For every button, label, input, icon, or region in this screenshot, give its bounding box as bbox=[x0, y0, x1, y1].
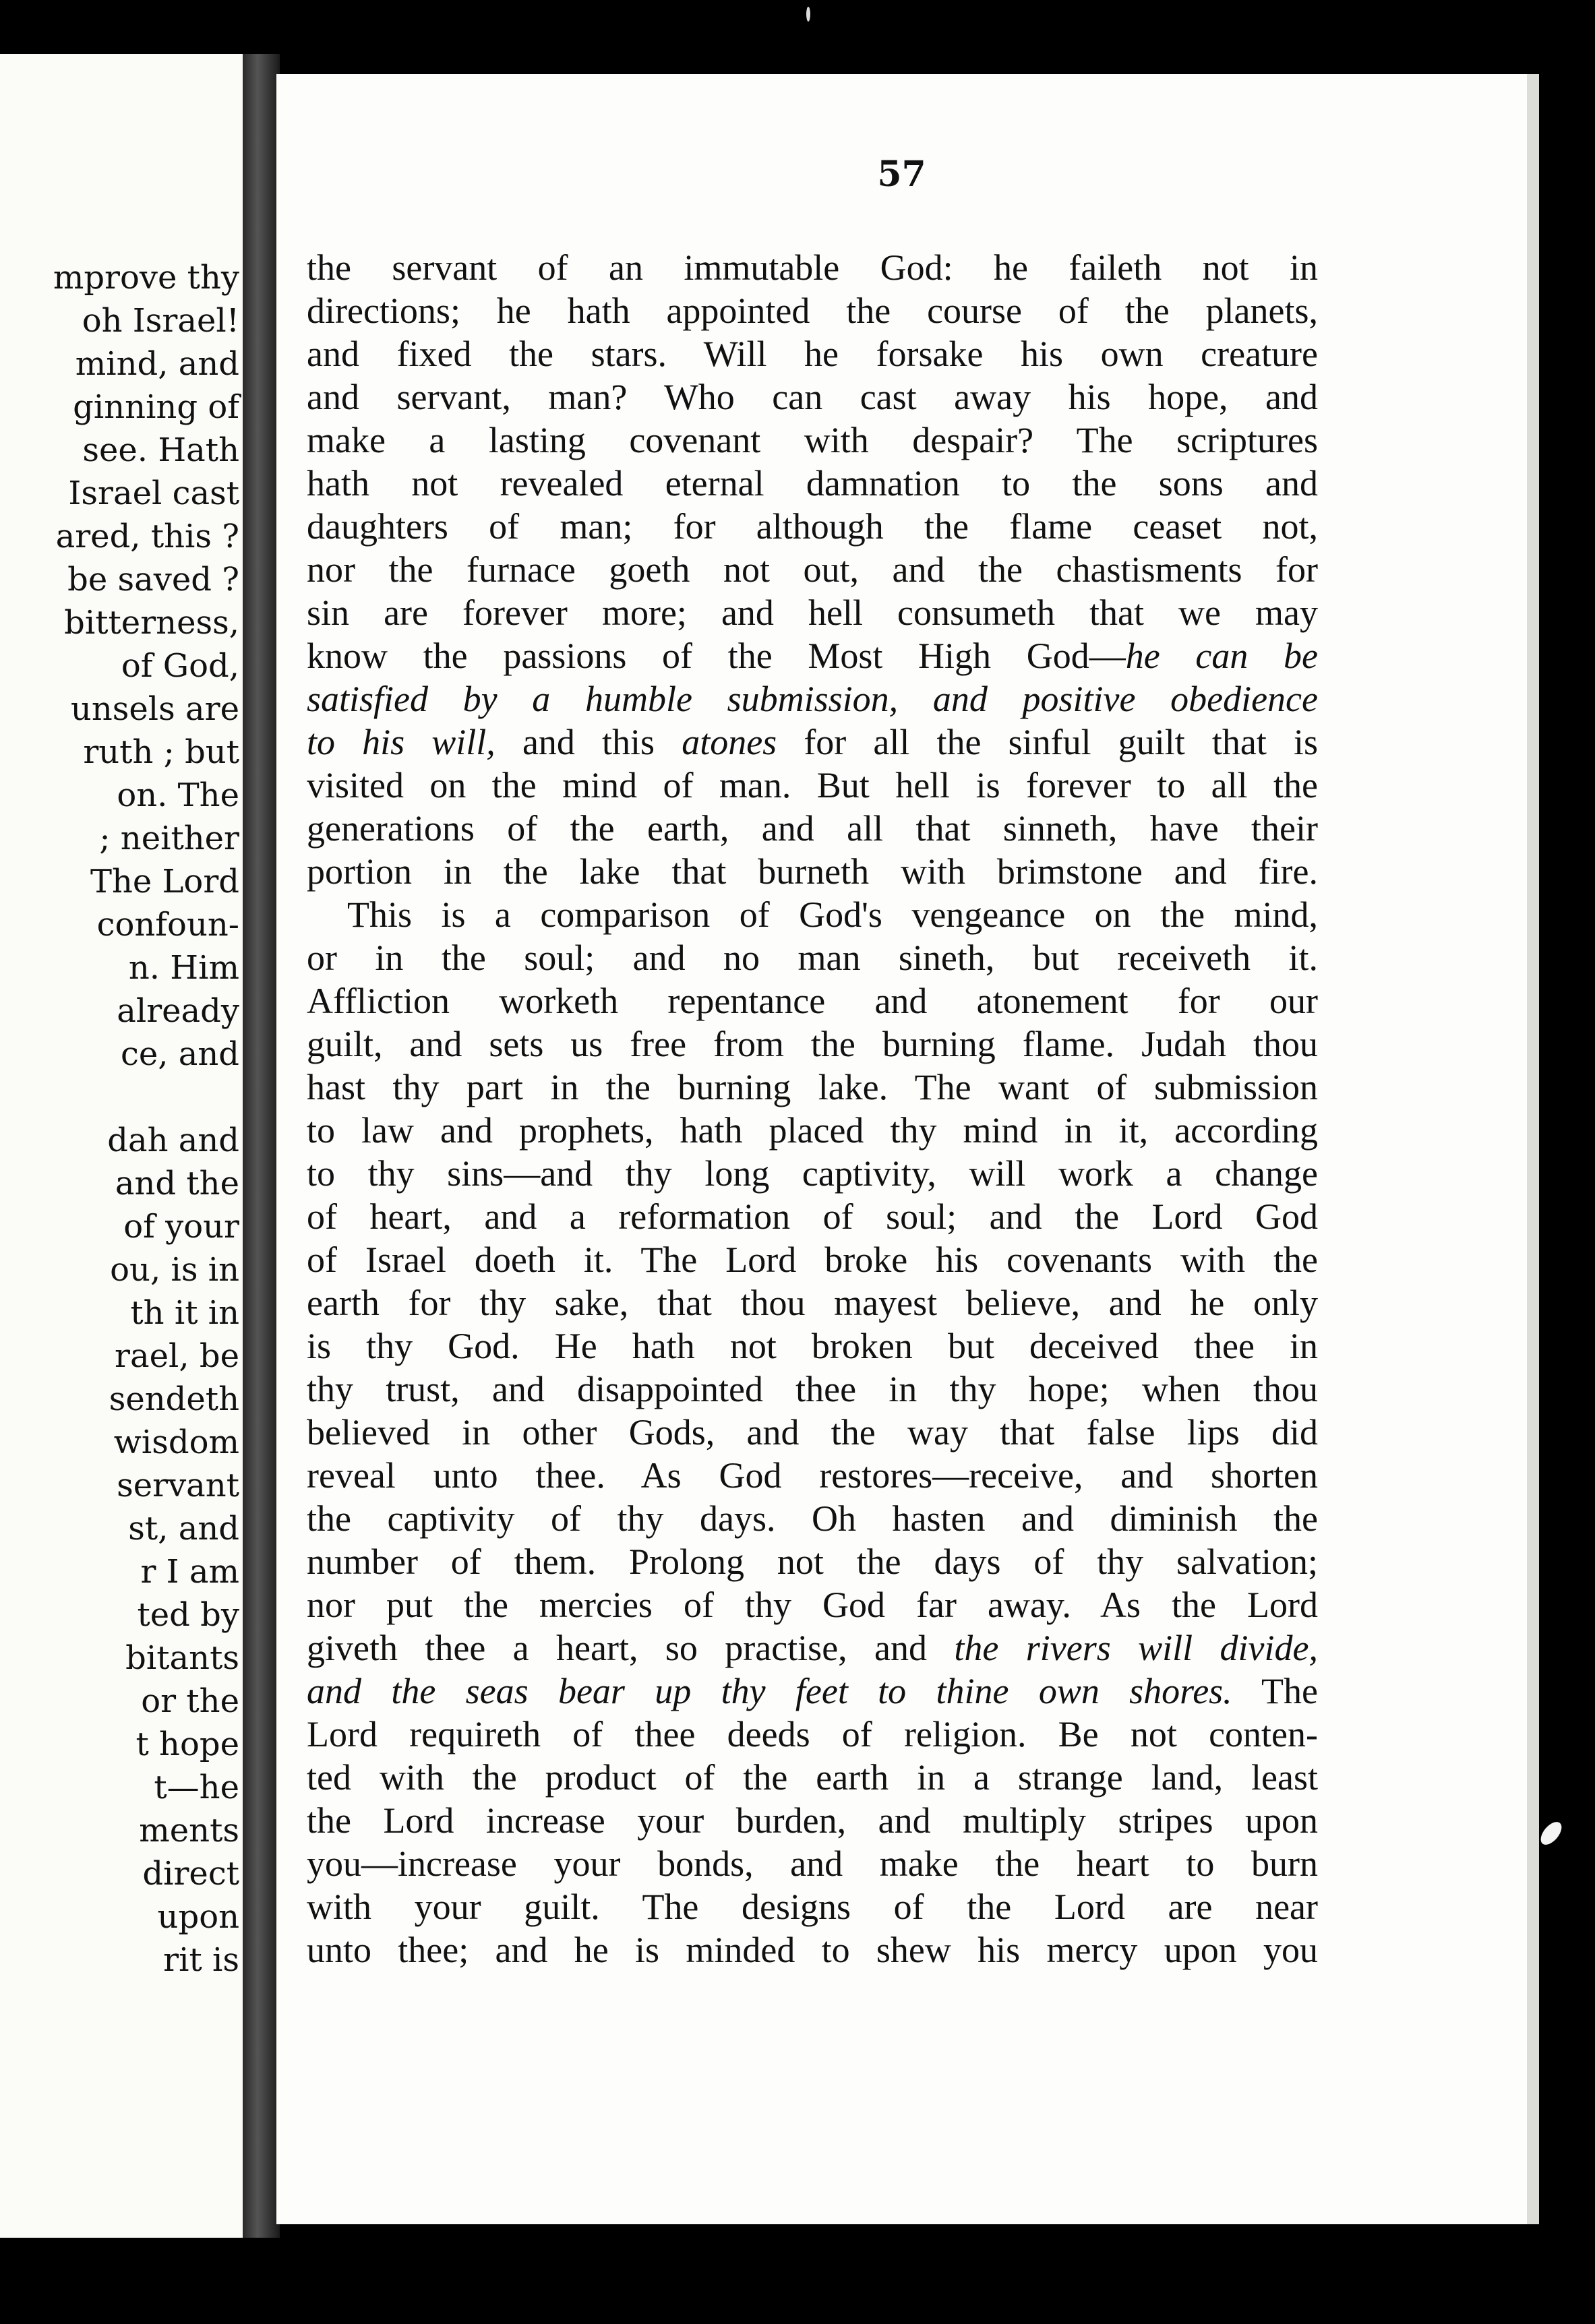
text-segment: nor the furnace goeth not out, and the chastisments for bbox=[307, 549, 1318, 590]
left-page-line: mprove thy bbox=[53, 259, 239, 297]
left-page-line: dah and bbox=[107, 1122, 239, 1159]
text-line bbox=[307, 1238, 1318, 1281]
text-line bbox=[307, 1626, 1318, 1670]
text-segment: guilt, and sets us free from the burning flame. Judah thou bbox=[307, 1024, 1318, 1064]
left-page-line: or the bbox=[141, 1682, 239, 1720]
italic-text-segment: the rivers will divide, bbox=[954, 1628, 1318, 1668]
text-line bbox=[307, 1756, 1318, 1799]
text-segment: number of them. Prolong not the days of thy salvation; bbox=[307, 1541, 1318, 1582]
left-page-line: wisdom bbox=[113, 1424, 239, 1461]
left-page-line: bitterness, bbox=[64, 604, 239, 642]
text-segment: and this bbox=[495, 722, 682, 762]
text-line bbox=[307, 1885, 1318, 1928]
text-segment: The bbox=[1232, 1671, 1318, 1711]
text-line bbox=[307, 721, 1318, 764]
left-page-line: t—he bbox=[154, 1769, 239, 1806]
text-segment: portion in the lake that burneth with brimstone and fire. bbox=[307, 851, 1318, 892]
text-segment: the Lord increase your burden, and multiply stripes upon bbox=[307, 1800, 1318, 1841]
text-segment: the servant of an immutable God: he faileth not in bbox=[307, 247, 1318, 288]
left-page-line: ginning of bbox=[73, 388, 239, 426]
text-segment: make a lasting covenant with despair? The scriptures bbox=[307, 420, 1318, 460]
text-segment: or in the soul; and no man sineth, but receiveth it. bbox=[307, 938, 1318, 978]
scan-speck bbox=[806, 7, 810, 22]
text-segment: and fixed the stars. Will he forsake his own creature bbox=[307, 334, 1318, 374]
left-page-line: Israel cast bbox=[68, 475, 239, 512]
text-line bbox=[307, 375, 1318, 419]
scan-speck bbox=[1537, 1818, 1566, 1849]
text-segment: with your guilt. The designs of the Lord are near bbox=[307, 1887, 1318, 1927]
left-page-line: t hope bbox=[136, 1725, 239, 1763]
left-page-line bbox=[0, 1076, 239, 1119]
left-page-line: ; neither bbox=[99, 820, 239, 857]
left-page-line: The Lord bbox=[90, 863, 239, 900]
text-segment: generations of the earth, and all that sinneth, have their bbox=[307, 808, 1318, 849]
left-page-line: of God, bbox=[121, 647, 239, 685]
text-line bbox=[307, 289, 1318, 332]
text-segment: is thy God. He hath not broken but deceived thee in bbox=[307, 1326, 1318, 1366]
text-line bbox=[307, 591, 1318, 634]
text-line bbox=[307, 246, 1318, 289]
text-line bbox=[307, 979, 1318, 1022]
text-segment: to law and prophets, hath placed thy mind in it, according bbox=[307, 1110, 1318, 1151]
text-line bbox=[307, 1066, 1318, 1109]
text-segment: of heart, and a reformation of soul; and the Lord God bbox=[307, 1196, 1318, 1237]
italic-text-segment: to his will, bbox=[307, 722, 495, 762]
left-page-line: ce, and bbox=[120, 1035, 239, 1073]
right-page bbox=[276, 74, 1539, 2224]
left-page-line: already bbox=[117, 992, 239, 1030]
text-segment: ted with the product of the earth in a strange land, least bbox=[307, 1757, 1318, 1798]
left-page-line: ared, this ? bbox=[55, 518, 239, 555]
text-segment: thy trust, and disappointed thee in thy hope; when thou bbox=[307, 1369, 1318, 1409]
text-segment: reveal unto thee. As God restores—receive, and shorten bbox=[307, 1455, 1318, 1496]
text-line bbox=[307, 936, 1318, 979]
text-segment: to thy sins—and thy long captivity, will work a change bbox=[307, 1153, 1318, 1194]
text-line bbox=[307, 634, 1318, 677]
text-segment: unto thee; and he is minded to shew his mercy upon you bbox=[307, 1930, 1318, 1970]
left-page-line: servant bbox=[117, 1467, 239, 1504]
left-page-line: unsels are bbox=[70, 690, 239, 728]
italic-text-segment: atones bbox=[682, 722, 777, 762]
page-number: 57 bbox=[877, 154, 926, 195]
text-line bbox=[307, 1109, 1318, 1152]
text-line bbox=[307, 1497, 1318, 1540]
text-segment: directions; he hath appointed the course of the planets, bbox=[307, 290, 1318, 331]
text-segment: the captivity of thy days. Oh hasten and diminish the bbox=[307, 1498, 1318, 1539]
left-page-line: sendeth bbox=[109, 1380, 239, 1418]
text-line bbox=[307, 505, 1318, 548]
text-line bbox=[307, 764, 1318, 807]
text-line bbox=[307, 1022, 1318, 1066]
text-segment: know the passions of the Most High God— bbox=[307, 636, 1126, 676]
left-page-line: confoun- bbox=[96, 906, 239, 944]
left-page-line: rit is bbox=[163, 1941, 239, 1979]
text-line bbox=[307, 1368, 1318, 1411]
text-line bbox=[307, 1540, 1318, 1583]
text-line bbox=[307, 1842, 1318, 1885]
text-line bbox=[307, 1713, 1318, 1756]
text-line bbox=[307, 893, 1318, 936]
text-line bbox=[307, 1670, 1318, 1713]
text-segment: for all the sinful guilt that is bbox=[777, 722, 1318, 762]
left-page-line: and the bbox=[115, 1165, 239, 1202]
text-segment: you—increase your bonds, and make the heart to burn bbox=[307, 1843, 1318, 1884]
text-segment: hast thy part in the burning lake. The want of submission bbox=[307, 1067, 1318, 1107]
text-line bbox=[307, 850, 1318, 893]
text-line bbox=[307, 419, 1318, 462]
text-segment: and servant, man? Who can cast away his hope, and bbox=[307, 377, 1318, 417]
text-line bbox=[307, 807, 1318, 850]
left-page-line: bitants bbox=[125, 1639, 239, 1677]
left-page-line: of your bbox=[123, 1208, 239, 1246]
text-line bbox=[307, 1454, 1318, 1497]
left-page-line: oh Israel! bbox=[82, 302, 239, 340]
left-page-line: th it in bbox=[130, 1294, 239, 1332]
italic-text-segment: satisfied by a humble submission, and positive obedience bbox=[307, 679, 1318, 719]
text-segment: This is a comparison of God's vengeance on the mind, bbox=[347, 894, 1318, 935]
left-page-line: st, and bbox=[128, 1510, 239, 1548]
text-segment: visited on the mind of man. But hell is forever to all the bbox=[307, 765, 1318, 805]
left-page-line: direct bbox=[142, 1855, 239, 1893]
left-page-line: on. The bbox=[117, 776, 239, 814]
text-segment: believed in other Gods, and the way that false lips did bbox=[307, 1412, 1318, 1452]
left-page-line: rael, be bbox=[115, 1337, 239, 1375]
left-page-line: see. Hath bbox=[82, 431, 239, 469]
text-segment: sin are forever more; and hell consumeth that we may bbox=[307, 592, 1318, 633]
text-segment: hath not revealed eternal damnation to the sons and bbox=[307, 463, 1318, 503]
text-line bbox=[307, 332, 1318, 375]
text-segment: earth for thy sake, that thou mayest believe, and he only bbox=[307, 1283, 1318, 1323]
text-line bbox=[307, 548, 1318, 591]
left-page-line: ou, is in bbox=[110, 1251, 239, 1289]
page-body-text bbox=[307, 246, 1318, 1971]
italic-text-segment: he can be bbox=[1125, 636, 1318, 676]
left-page-fragment bbox=[0, 54, 243, 2238]
text-segment: giveth thee a heart, so practise, and bbox=[307, 1628, 955, 1668]
text-line bbox=[307, 1152, 1318, 1195]
left-page-line: ruth ; but bbox=[83, 733, 239, 771]
text-line bbox=[307, 462, 1318, 505]
left-page-line: mind, and bbox=[75, 345, 239, 383]
text-line bbox=[307, 677, 1318, 721]
left-page-line: r I am bbox=[140, 1553, 239, 1591]
text-line bbox=[307, 1799, 1318, 1842]
left-page-text bbox=[0, 256, 239, 1982]
left-page-line: ments bbox=[139, 1812, 239, 1849]
text-line bbox=[307, 1583, 1318, 1626]
left-page-line: ted by bbox=[137, 1596, 239, 1634]
left-page-line: be saved ? bbox=[67, 561, 239, 599]
book-gutter bbox=[243, 54, 280, 2238]
text-segment: daughters of man; for although the flame ceaset not, bbox=[307, 506, 1318, 547]
italic-text-segment: and the seas bear up thy feet to thine own shores. bbox=[307, 1671, 1232, 1711]
text-line bbox=[307, 1195, 1318, 1238]
text-line bbox=[307, 1411, 1318, 1454]
text-line bbox=[307, 1928, 1318, 1971]
text-segment: Affliction worketh repentance and atonement for our bbox=[307, 981, 1318, 1021]
text-line bbox=[307, 1281, 1318, 1324]
text-segment: Lord requireth of thee deeds of religion. Be not conten- bbox=[307, 1714, 1318, 1754]
text-segment: of Israel doeth it. The Lord broke his covenants with the bbox=[307, 1240, 1318, 1280]
left-page-line: n. Him bbox=[128, 949, 239, 987]
text-segment: nor put the mercies of thy God far away. As the Lord bbox=[307, 1585, 1318, 1625]
left-page-line: upon bbox=[157, 1898, 239, 1936]
text-line bbox=[307, 1324, 1318, 1368]
